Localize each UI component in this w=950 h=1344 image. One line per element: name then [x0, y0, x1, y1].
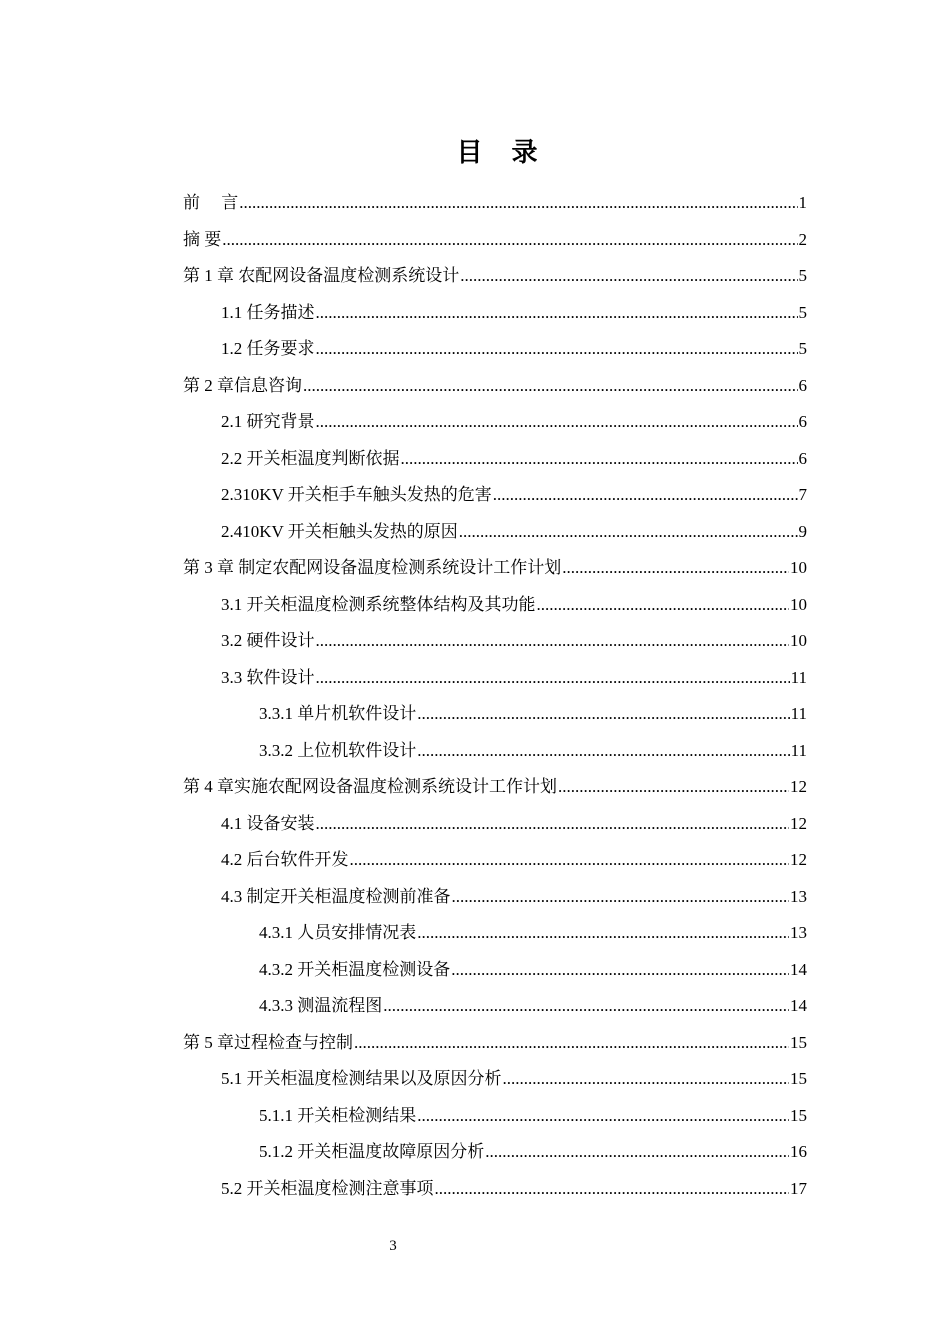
toc-entry-page: 11: [790, 704, 807, 723]
toc-dot-leader: [303, 375, 798, 397]
toc-entry-label: 5.1.1 开关柜检测结果: [259, 1105, 417, 1125]
toc-dot-leader: [316, 338, 798, 360]
toc-entry[interactable]: [221, 440, 807, 470]
toc-entry[interactable]: [183, 184, 807, 214]
toc-dot-leader: [451, 959, 789, 981]
toc-entry[interactable]: [221, 805, 807, 835]
toc-entry-page: 9: [798, 521, 807, 541]
toc-entry[interactable]: [259, 1097, 807, 1127]
toc-dot-leader: [401, 448, 798, 470]
toc-entry[interactable]: [221, 513, 807, 543]
toc-entry-page: 12: [790, 777, 807, 796]
toc-dot-leader: [239, 192, 797, 214]
toc-entry-label: 4.2 后台软件开发: [221, 850, 349, 869]
toc-entry[interactable]: [259, 987, 807, 1017]
toc-entry-page: 1: [798, 193, 807, 212]
toc-entry[interactable]: [183, 1024, 807, 1054]
toc-entry-label: 4.3.2 开关柜温度检测设备: [259, 959, 451, 979]
toc-entry-page: 13: [790, 886, 807, 906]
toc-entry-label: 5.1 开关柜温度检测结果以及原因分析: [221, 1069, 502, 1088]
toc-entry-label: 3.1 开关柜温度检测系统整体结构及其功能: [221, 594, 536, 614]
toc-dot-leader: [316, 302, 798, 324]
toc-entry-page: 10: [790, 558, 807, 577]
toc-title: 目 录: [456, 138, 548, 168]
toc-entry-label: 第 2 章信息咨询: [183, 375, 302, 395]
toc-entry-page: 16: [790, 1142, 807, 1161]
toc-entry-label: 3.2 硬件设计: [221, 631, 315, 650]
toc-entry[interactable]: [221, 1060, 807, 1090]
toc-entry-label: 3.3.1 单片机软件设计: [259, 704, 417, 723]
toc-entry-page: 10: [790, 631, 807, 650]
toc-dot-leader: [558, 776, 789, 798]
toc-dot-leader: [222, 229, 797, 251]
toc-dot-leader: [459, 521, 798, 543]
toc-entry-label: 2.410KV 开关柜触头发热的原因: [221, 521, 458, 541]
toc-entry[interactable]: [183, 768, 807, 798]
toc-entry[interactable]: [221, 403, 807, 433]
toc-entry-page: 14: [790, 959, 807, 979]
toc-entry-page: 5: [798, 339, 807, 358]
toc-entry[interactable]: [221, 330, 807, 360]
toc-entry-page: 15: [790, 1069, 807, 1088]
toc-entry-page: 17: [790, 1178, 807, 1198]
toc-entry-page: 5: [798, 302, 807, 322]
toc-entry[interactable]: [259, 732, 807, 762]
toc-entry[interactable]: [183, 257, 807, 287]
toc-entry-label: 4.3 制定开关柜温度检测前准备: [221, 886, 451, 906]
toc-entry-page: 6: [798, 375, 807, 395]
toc-dot-leader: [316, 630, 790, 652]
toc-dot-leader: [417, 922, 789, 944]
toc-dot-leader: [435, 1178, 790, 1200]
toc-entry-label: 5.1.2 开关柜温度故障原因分析: [259, 1142, 485, 1161]
toc-dot-leader: [417, 1105, 789, 1127]
toc-entry[interactable]: [221, 476, 807, 506]
toc-entry-label: 3.3.2 上位机软件设计: [259, 740, 417, 760]
toc-entry[interactable]: [221, 878, 807, 908]
toc-entry-label: 4.1 设备安装: [221, 813, 315, 833]
toc-entry[interactable]: [259, 695, 807, 725]
toc-entry[interactable]: [259, 951, 807, 981]
toc-entry-label: 摘 要: [183, 229, 222, 249]
page-number: 3: [389, 1238, 397, 1254]
toc-entry-page: 11: [790, 667, 807, 687]
toc-dot-leader: [316, 667, 790, 689]
toc-entry-label: 4.3.3 测温流程图: [259, 996, 383, 1015]
toc-entry-label: 4.3.1 人员安排情况表: [259, 923, 417, 942]
toc-entry[interactable]: [221, 659, 807, 689]
toc-entry-page: 12: [790, 850, 807, 869]
toc-entry-page: 6: [798, 412, 807, 431]
toc-entry[interactable]: [259, 914, 807, 944]
toc-entry-label: 1.2 任务要求: [221, 339, 315, 358]
toc-entry-page: 5: [798, 266, 807, 285]
toc-entry-page: 2: [798, 229, 807, 249]
toc-entry[interactable]: [183, 367, 807, 397]
toc-dot-leader: [493, 484, 798, 506]
toc-dot-leader: [503, 1068, 790, 1090]
toc-dot-leader: [316, 411, 798, 433]
toc-entry-label: 2.1 研究背景: [221, 412, 315, 431]
toc-entry-label: 1.1 任务描述: [221, 302, 315, 322]
toc-entry[interactable]: [221, 841, 807, 871]
toc-entry-page: 11: [790, 740, 807, 760]
toc-entry[interactable]: [221, 586, 807, 616]
toc-dot-leader: [417, 703, 789, 725]
toc-entry-page: 14: [790, 996, 807, 1015]
toc-dot-leader: [350, 849, 790, 871]
toc-entry-label: 2.310KV 开关柜手车触头发热的危害: [221, 485, 492, 504]
toc-entry[interactable]: [221, 622, 807, 652]
toc-dot-leader: [460, 265, 797, 287]
toc-dot-leader: [354, 1032, 789, 1054]
toc-entry-label: 2.2 开关柜温度判断依据: [221, 448, 400, 468]
toc-entry-label: 第 1 章 农配网设备温度检测系统设计: [183, 266, 460, 285]
toc-entry-label: 前 言: [183, 193, 239, 212]
toc-dot-leader: [562, 557, 789, 579]
toc-dot-leader: [417, 740, 789, 762]
toc-entry-label: 第 5 章过程检查与控制: [183, 1032, 353, 1052]
toc-dot-leader: [383, 995, 789, 1017]
toc-dot-leader: [537, 594, 790, 616]
toc-entry-page: 13: [790, 923, 807, 942]
toc-entry-page: 12: [790, 813, 807, 833]
toc-entry[interactable]: [183, 549, 807, 579]
toc-entry-page: 10: [790, 594, 807, 614]
toc-entry-label: 第 4 章实施农配网设备温度检测系统设计工作计划: [183, 777, 557, 796]
toc-entry[interactable]: [221, 1170, 807, 1200]
toc-entry-page: 7: [798, 485, 807, 504]
toc-entry-page: 15: [790, 1105, 807, 1125]
toc-entry-label: 3.3 软件设计: [221, 667, 315, 687]
toc-dot-leader: [452, 886, 790, 908]
toc-entry[interactable]: [183, 221, 807, 251]
toc-entry-label: 5.2 开关柜温度检测注意事项: [221, 1178, 434, 1198]
toc-entry-page: 6: [798, 448, 807, 468]
toc-entry[interactable]: [259, 1133, 807, 1163]
toc-entry-page: 15: [790, 1032, 807, 1052]
toc-entry-label: 第 3 章 制定农配网设备温度检测系统设计工作计划: [183, 558, 562, 577]
toc-entry[interactable]: [221, 294, 807, 324]
toc-dot-leader: [485, 1141, 789, 1163]
toc-dot-leader: [316, 813, 790, 835]
